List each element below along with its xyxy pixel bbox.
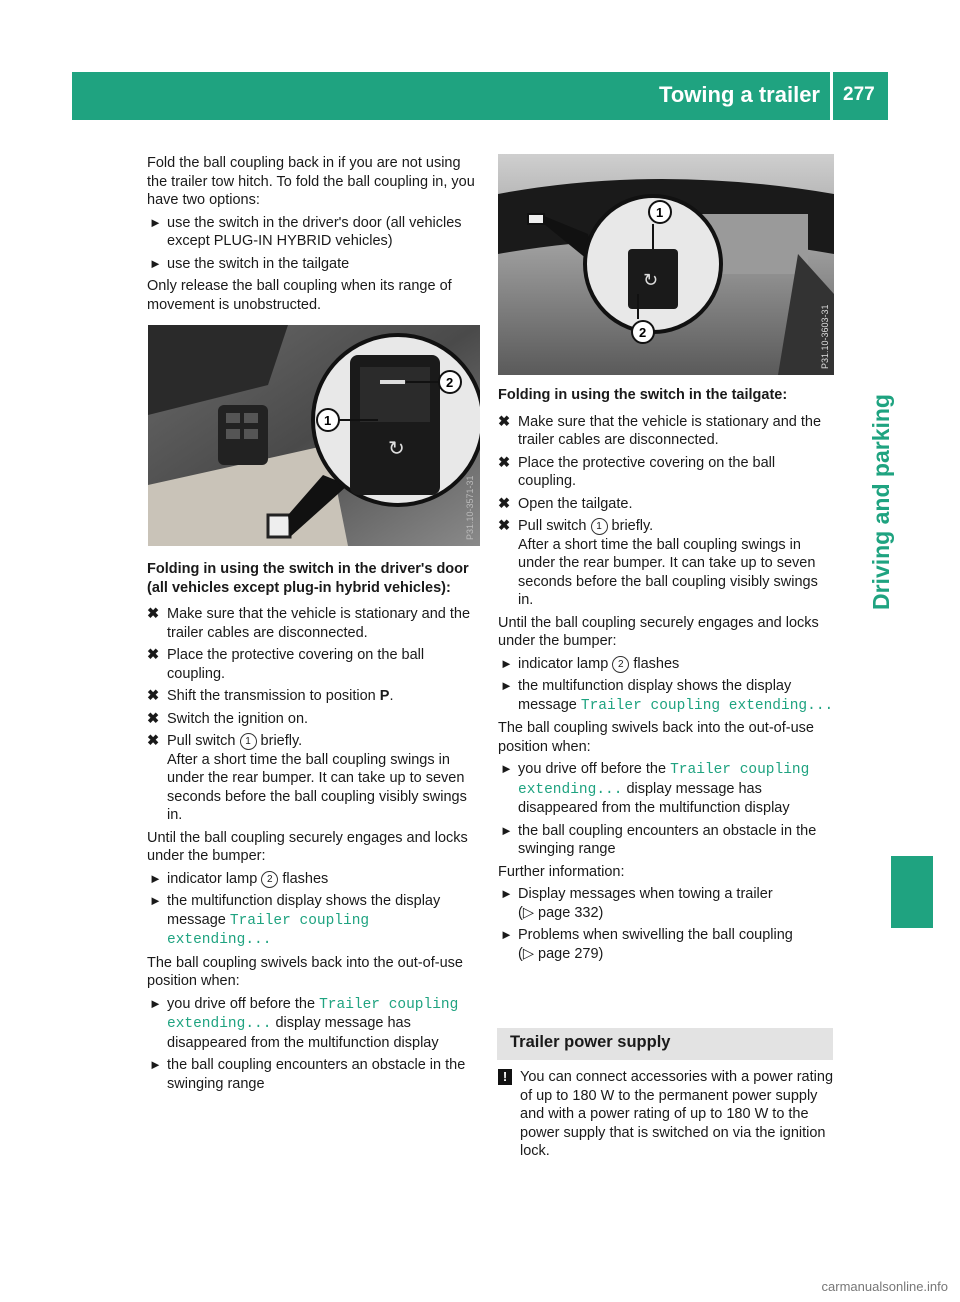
display-message: Trailer coupling extending... [167, 912, 370, 948]
figure-callout-2: 2 [446, 375, 454, 390]
step-item: ✖ Pull switch 1 briefly. After a short time the ball coupling swings in under the rear bumper. It can take up to seven seconds before the ball coupling visibly swings in. [147, 733, 467, 823]
page-title: Towing a trailer [659, 82, 820, 107]
step-item: ✖ Shift the transmission to position P. [147, 688, 394, 704]
until-text: Until the ball coupling securely engages and locks under the bumper: [147, 829, 468, 864]
list-item: ► you drive off before the Trailer coupling extending... display message has disappeared from the multifunction display [500, 761, 810, 816]
list-item: ► the multifunction display shows the display message Trailer coupling extending... [500, 678, 834, 714]
warning-note: ! You can connect accessories with a power rating of up to 180 W to the permanent power supply and with a power rating of up to 180 W to the power supply that is switched on via the ignition lock. [498, 1068, 834, 1161]
link-item[interactable]: ► Problems when swivelling the ball coupling (▷ page 279) [500, 927, 793, 962]
step-item: ✖ Place the protective covering on the ball coupling. [498, 454, 776, 489]
tailgate-figure [498, 154, 834, 375]
header-separator [830, 72, 833, 120]
power-supply-text [498, 1068, 834, 1165]
driver-door-image [148, 325, 480, 546]
list-item: ► indicator lamp 2 flashes [149, 870, 329, 887]
page-ref-arrow-icon: ▷ [522, 904, 534, 921]
section-title: Trailer power supply [510, 1033, 671, 1051]
left-column-bottom [147, 560, 482, 1097]
page-number: 277 [843, 84, 875, 105]
figure-code: P31.10-3571-31 [465, 475, 475, 540]
svg-text:2: 2 [639, 325, 647, 340]
list-item: ► indicator lamp 2 flashes [500, 655, 680, 672]
right-column [498, 386, 834, 967]
step-item: ✖ Make sure that the vehicle is stationary and the trailer cables are disconnected. [498, 413, 822, 448]
figure-callout-1: 1 [324, 413, 332, 428]
step-item: ✖ Make sure that the vehicle is stationary and the trailer cables are disconnected. [147, 606, 471, 641]
svg-text:↻: ↻ [388, 436, 405, 460]
step-item: ✖ Switch the ignition on. [147, 710, 309, 727]
side-tab-label: Driving and parking [868, 394, 894, 610]
intro-text: Fold the ball coupling back in if you are not using the trailer tow hitch. To fold the ball coupling in, you have two options: [147, 155, 475, 208]
list-item: ► the multifunction display shows the display message Trailer coupling extending... [149, 893, 441, 948]
link-item[interactable]: ► Display messages when towing a trailer (▷ page 332) [500, 886, 773, 921]
section-heading: Folding in using the switch in the driver's door (all vehicles except plug-in hybrid vehicles): [147, 561, 469, 596]
swivels-text: The ball coupling swivels back into the out-of-use position when: [147, 954, 463, 989]
list-item: ► the ball coupling encounters an obstacle in the swinging range [500, 822, 817, 857]
further-info: Further information: [498, 863, 625, 880]
step-item: ✖ Place the protective covering on the ball coupling. [147, 647, 425, 682]
figure-code: P31.10-3603-31 [820, 304, 830, 369]
until-text: Until the ball coupling securely engages and locks under the bumper: [498, 614, 819, 649]
driver-door-figure [148, 325, 480, 546]
list-item: ► use the switch in the driver's door (all vehicles except PLUG-IN HYBRID vehicles) [149, 214, 462, 249]
release-note: Only release the ball coupling when its range of movement is unobstructed. [147, 278, 452, 313]
side-tab-marker [891, 856, 933, 928]
swivels-text: The ball coupling swivels back into the out-of-use position when: [498, 720, 814, 755]
svg-text:1: 1 [656, 205, 664, 220]
footer-watermark: carmanualsonline.info [821, 1279, 948, 1294]
page-ref-arrow-icon: ▷ [522, 945, 534, 962]
left-column-top [147, 154, 482, 318]
list-item: ► you drive off before the Trailer coupling extending... display message has disappeared from the multifunction display [149, 995, 459, 1051]
svg-text:↻: ↻ [643, 270, 659, 291]
list-item: ► use the switch in the tailgate [149, 255, 350, 272]
step-item: ✖ Pull switch 1 briefly. After a short time the ball coupling swings in under the rear bumper. It can take up to seven seconds before the ball coupling visibly swings in. [498, 518, 818, 608]
section-heading: Folding in using the switch in the tailgate: [498, 387, 788, 403]
tailgate-image [498, 154, 834, 375]
list-item: ► the ball coupling encounters an obstacle in the swinging range [149, 1057, 466, 1092]
warning-icon: ! [498, 1069, 512, 1085]
step-item: ✖ Open the tailgate. [498, 495, 633, 512]
